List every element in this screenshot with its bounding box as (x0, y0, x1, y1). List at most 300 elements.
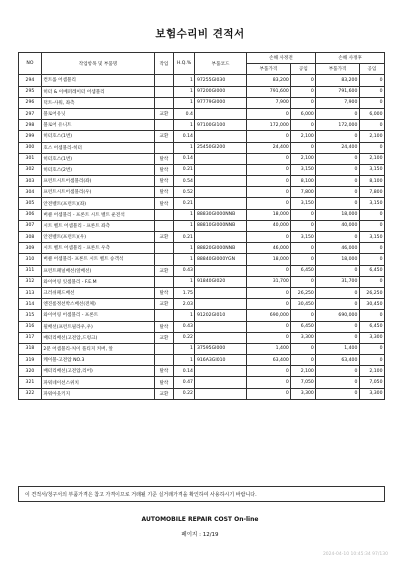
row-hqty: 1 (173, 276, 195, 287)
row-work-type: 탈착 (155, 153, 174, 164)
row-item-name: 버클 어셈블리 - 프론트 시트 벨트 운전석 (41, 209, 154, 220)
row-work-type: 교환 (155, 332, 174, 343)
table-row (19, 388, 385, 399)
row-after-labor: 0 (359, 142, 384, 153)
row-after-part-price: 0 (316, 265, 360, 276)
row-no: 304 (19, 187, 42, 198)
row-work-type (155, 86, 174, 97)
row-after-part-price: 46,000 (316, 243, 360, 254)
table-row (19, 142, 385, 153)
row-after-labor: 0 (359, 355, 384, 366)
row-before-part-price: 0 (246, 366, 291, 377)
row-item-name: 안전벨트(프런트)(우) (41, 232, 154, 243)
row-item-name: 시트 벨트 어셈블리 - 프론트 우측 (41, 243, 154, 254)
row-item-name: 컨트롤 어셈블리 (41, 75, 154, 86)
row-item-name: 블로어유닛 (41, 108, 154, 119)
row-item-name: 호스 어셈블리-히터 (41, 142, 154, 153)
row-no: 303 (19, 176, 42, 187)
row-work-type: 탈착 (155, 198, 174, 209)
row-before-labor: 26,250 (291, 287, 316, 298)
row-after-labor: 3,300 (359, 332, 384, 343)
row-before-labor: 6,000 (291, 108, 316, 119)
row-part-code: 91840GI020 (195, 276, 246, 287)
table-row (19, 310, 385, 321)
row-part-code: 25450GI200 (195, 142, 246, 153)
row-before-part-price: 0 (246, 108, 291, 119)
row-part-code (195, 198, 246, 209)
row-before-part-price: 0 (246, 131, 291, 142)
row-item-name: 케이블-고전압 NO.3 (41, 355, 154, 366)
row-before-part-price: 0 (246, 265, 291, 276)
row-before-part-price: 0 (246, 232, 291, 243)
row-no: 315 (19, 310, 42, 321)
row-work-type (155, 355, 174, 366)
row-no: 310 (19, 254, 42, 265)
row-after-part-price: 0 (316, 299, 360, 310)
row-no: 305 (19, 198, 42, 209)
row-no: 309 (19, 243, 42, 254)
row-before-labor: 7,800 (291, 187, 316, 198)
row-after-labor: 0 (359, 75, 384, 86)
row-no: 307 (19, 220, 42, 231)
row-part-code (195, 232, 246, 243)
row-hqty: 0.21 (173, 198, 195, 209)
row-work-type (155, 243, 174, 254)
row-part-code (195, 265, 246, 276)
row-work-type: 교환 (155, 131, 174, 142)
row-part-code (195, 287, 246, 298)
row-hqty: 0.22 (173, 388, 195, 399)
row-no: 319 (19, 355, 42, 366)
row-part-code (195, 388, 246, 399)
row-before-labor: 0 (291, 254, 316, 265)
row-part-code (195, 366, 246, 377)
row-before-labor: 0 (291, 142, 316, 153)
row-before-labor: 2,100 (291, 131, 316, 142)
row-work-type: 교환 (155, 299, 174, 310)
row-after-labor: 0 (359, 243, 384, 254)
row-work-type (155, 97, 174, 108)
table-row (19, 321, 385, 332)
row-after-part-price: 0 (316, 108, 360, 119)
row-no: 316 (19, 321, 42, 332)
row-after-part-price: 18,000 (316, 254, 360, 265)
row-hqty: 1 (173, 220, 195, 231)
row-before-labor: 0 (291, 75, 316, 86)
row-part-code (195, 299, 246, 310)
row-after-part-price: 791,600 (316, 86, 360, 97)
row-before-part-price: 0 (246, 198, 291, 209)
row-no: 306 (19, 209, 42, 220)
row-hqty: 1 (173, 142, 195, 153)
col-work: 작업 (155, 53, 174, 75)
row-work-type: 탈착 (155, 287, 174, 298)
row-after-labor: 8,100 (359, 176, 384, 187)
row-part-code: 916A3GI010 (195, 355, 246, 366)
row-work-type (155, 120, 174, 131)
row-part-code: 97200GI000 (195, 86, 246, 97)
row-work-type: 탈착 (155, 377, 174, 388)
row-after-labor: 0 (359, 220, 384, 231)
row-item-name: 배터리배선(고전압,드렁크) (41, 332, 154, 343)
row-before-labor: 0 (291, 355, 316, 366)
row-no: 313 (19, 287, 42, 298)
row-hqty: 0.14 (173, 131, 195, 142)
row-work-type: 탈착 (155, 164, 174, 175)
row-no: 322 (19, 388, 42, 399)
row-item-name: 블로어 유니트 (41, 120, 154, 131)
row-before-labor: 3,300 (291, 388, 316, 399)
row-hqty: 1 (173, 343, 195, 354)
row-hqty: 1 (173, 97, 195, 108)
row-after-labor: 3,150 (359, 198, 384, 209)
row-after-part-price: 0 (316, 287, 360, 298)
row-before-labor: 0 (291, 209, 316, 220)
row-after-labor: 0 (359, 209, 384, 220)
row-item-name: 안전벨트(프런트)(좌) (41, 198, 154, 209)
table-row (19, 97, 385, 108)
row-part-code (195, 131, 246, 142)
row-hqty: 1 (173, 355, 195, 366)
row-after-part-price: 63,400 (316, 355, 360, 366)
row-hqty: 0.43 (173, 265, 195, 276)
row-hqty: 0.21 (173, 164, 195, 175)
row-after-labor: 6,000 (359, 108, 384, 119)
row-hqty: 0.14 (173, 153, 195, 164)
col-before-part: 부품가격 (246, 64, 291, 75)
row-part-code (195, 321, 246, 332)
row-no: 300 (19, 142, 42, 153)
row-no: 317 (19, 332, 42, 343)
table-row (19, 220, 385, 231)
col-hqty: H.Q.% (173, 53, 195, 75)
table-row (19, 131, 385, 142)
table-row (19, 153, 385, 164)
row-no: 312 (19, 276, 42, 287)
page-number: 페이지 : 12/19 (181, 532, 219, 538)
row-before-part-price: 0 (246, 388, 291, 399)
row-before-part-price: 0 (246, 287, 291, 298)
row-before-part-price: 24,400 (246, 142, 291, 153)
row-item-name: 배터리배선(고전압,리어) (41, 366, 154, 377)
row-no: 321 (19, 377, 42, 388)
price-note: 이 견적서/청구서의 부품가격은 참고 가격이므로 거래될 기준 실거래가격을 확인하여 사용하시기 바랍니다. (18, 486, 385, 502)
row-no: 298 (19, 120, 42, 131)
row-after-labor: 7,800 (359, 187, 384, 198)
row-before-part-price: 31,700 (246, 276, 291, 287)
row-work-type: 탈착 (155, 366, 174, 377)
row-part-code: 88810GI000NNB (195, 220, 246, 231)
row-work-type (155, 209, 174, 220)
row-no: 311 (19, 265, 42, 276)
row-work-type (155, 142, 174, 153)
row-hqty: 1 (173, 243, 195, 254)
table-row (19, 198, 385, 209)
row-after-part-price: 40,000 (316, 220, 360, 231)
row-part-code (195, 377, 246, 388)
table-row (19, 276, 385, 287)
col-before-labor: 공임 (291, 64, 316, 75)
row-item-name: 히터 & 이베퍼레이터 어셈블리 (41, 86, 154, 97)
header-row-1 (19, 53, 385, 64)
row-after-part-price: 0 (316, 332, 360, 343)
row-hqty: 0.21 (173, 232, 195, 243)
row-work-type: 교환 (155, 265, 174, 276)
row-after-part-price: 0 (316, 366, 360, 377)
row-after-part-price: 83,200 (316, 75, 360, 86)
row-part-code: 91202GI010 (195, 310, 246, 321)
row-item-name: 버클 어셈블리- 프론트 시트 벨트 승객석 (41, 254, 154, 265)
row-hqty: 1 (173, 254, 195, 265)
table-row (19, 209, 385, 220)
row-after-labor: 3,150 (359, 232, 384, 243)
table-row (19, 187, 385, 198)
row-hqty: 0.43 (173, 321, 195, 332)
row-item-name: 히터호스(1번) (41, 131, 154, 142)
row-hqty: 0.54 (173, 176, 195, 187)
row-after-part-price: 690,000 (316, 310, 360, 321)
row-part-code: 88820GI000NNB (195, 243, 246, 254)
col-code: 부품코드 (195, 53, 246, 75)
row-before-labor: 3,300 (291, 332, 316, 343)
row-work-type: 탈착 (155, 176, 174, 187)
col-no: NO (19, 53, 42, 75)
estimate-rows (19, 75, 385, 399)
row-work-type: 교환 (155, 232, 174, 243)
row-part-code (195, 108, 246, 119)
row-work-type (155, 276, 174, 287)
row-no: 299 (19, 131, 42, 142)
row-before-part-price: 791,600 (246, 86, 291, 97)
row-before-labor: 30,450 (291, 299, 316, 310)
row-before-labor: 2,100 (291, 366, 316, 377)
row-item-name: 히터호스(1번) (41, 153, 154, 164)
row-after-labor: 0 (359, 343, 384, 354)
row-no: 295 (19, 86, 42, 97)
row-after-part-price: 31,700 (316, 276, 360, 287)
row-no: 320 (19, 366, 42, 377)
table-row (19, 86, 385, 97)
row-after-part-price: 0 (316, 198, 360, 209)
row-before-labor: 3,150 (291, 198, 316, 209)
row-after-labor: 2,100 (359, 366, 384, 377)
row-part-code: 97255GI030 (195, 75, 246, 86)
table-row (19, 108, 385, 119)
row-before-part-price: 0 (246, 332, 291, 343)
print-timestamp: 2024-04-10 10:45:34 97/130 (322, 552, 388, 557)
row-item-name: 2분 어셈블리-처이 플티지 커버, 앞 (41, 343, 154, 354)
row-after-labor: 0 (359, 310, 384, 321)
row-after-part-price: 0 (316, 176, 360, 187)
row-after-part-price: 0 (316, 377, 360, 388)
row-item-name: 시트 벨트 어셈블리 - 프론트 좌측 (41, 220, 154, 231)
row-hqty: 1 (173, 209, 195, 220)
row-before-part-price: 172,000 (246, 120, 291, 131)
row-after-part-price: 18,000 (316, 209, 360, 220)
row-after-labor: 3,300 (359, 388, 384, 399)
col-after-part: 부품가격 (316, 64, 360, 75)
row-before-part-price: 7,900 (246, 97, 291, 108)
row-part-code (195, 153, 246, 164)
row-work-type: 교환 (155, 388, 174, 399)
row-after-labor: 2,100 (359, 131, 384, 142)
row-no: 297 (19, 108, 42, 119)
row-after-part-price: 0 (316, 187, 360, 198)
row-after-labor: 6,450 (359, 321, 384, 332)
table-row (19, 120, 385, 131)
row-after-part-price: 0 (316, 321, 360, 332)
row-after-part-price: 1,400 (316, 343, 360, 354)
row-before-labor: 3,150 (291, 232, 316, 243)
row-before-labor: 0 (291, 343, 316, 354)
row-before-labor: 0 (291, 97, 316, 108)
document-title: 보험수리비 견적서 (155, 28, 245, 40)
row-before-part-price: 46,000 (246, 243, 291, 254)
row-after-part-price: 7,900 (316, 97, 360, 108)
row-before-labor: 0 (291, 310, 316, 321)
col-item: 작업항목 및 부품명 (41, 53, 154, 75)
row-no: 294 (19, 75, 42, 86)
row-part-code: 37595GI000 (195, 343, 246, 354)
table-row (19, 75, 385, 86)
row-hqty: 1 (173, 75, 195, 86)
table-row (19, 176, 385, 187)
row-item-name: 엔진룸정션박스배선(전체) (41, 299, 154, 310)
col-group-before: 손해 사정전 (246, 53, 316, 64)
row-after-part-price: 24,400 (316, 142, 360, 153)
row-after-labor: 3,150 (359, 164, 384, 175)
row-item-name: 파워아웃키지 (41, 388, 154, 399)
row-hqty: 0.52 (173, 187, 195, 198)
row-after-labor: 30,450 (359, 299, 384, 310)
table-row (19, 254, 385, 265)
row-work-type (155, 254, 174, 265)
table-row (19, 232, 385, 243)
row-before-part-price: 18,000 (246, 254, 291, 265)
row-before-part-price: 0 (246, 164, 291, 175)
row-after-labor: 0 (359, 120, 384, 131)
row-after-labor: 0 (359, 276, 384, 287)
row-part-code (195, 187, 246, 198)
table-row (19, 243, 385, 254)
row-after-labor: 26,250 (359, 287, 384, 298)
row-before-part-price: 83,200 (246, 75, 291, 86)
row-before-part-price: 0 (246, 321, 291, 332)
row-work-type (155, 220, 174, 231)
row-before-part-price: 1,400 (246, 343, 291, 354)
row-no: 308 (19, 232, 42, 243)
row-before-labor: 6,450 (291, 265, 316, 276)
table-row (19, 164, 385, 175)
row-item-name: 파워네이션스위치 (41, 377, 154, 388)
row-after-labor: 0 (359, 97, 384, 108)
table-row (19, 355, 385, 366)
row-before-labor: 2,100 (291, 153, 316, 164)
estimate-table (18, 52, 385, 400)
row-part-code (195, 332, 246, 343)
row-hqty: 2.03 (173, 299, 195, 310)
row-after-part-price: 0 (316, 153, 360, 164)
row-before-labor: 8,100 (291, 176, 316, 187)
row-before-part-price: 0 (246, 176, 291, 187)
row-no: 301 (19, 153, 42, 164)
row-no: 314 (19, 299, 42, 310)
row-item-name: 프런트시트어셈블리(좌) (41, 176, 154, 187)
row-hqty: 1 (173, 86, 195, 97)
row-before-labor: 0 (291, 243, 316, 254)
row-hqty: 0.14 (173, 366, 195, 377)
col-after-labor: 공임 (359, 64, 384, 75)
row-before-part-price: 690,000 (246, 310, 291, 321)
footer-title: AUTOMOBILE REPAIR COST On-line (141, 516, 259, 523)
row-part-code (195, 164, 246, 175)
row-after-part-price: 172,000 (316, 120, 360, 131)
row-no: 296 (19, 97, 42, 108)
row-before-part-price: 0 (246, 187, 291, 198)
row-part-code: 88830GI000NNB (195, 209, 246, 220)
row-before-part-price: 40,000 (246, 220, 291, 231)
row-after-labor: 6,450 (359, 265, 384, 276)
row-before-part-price: 63,400 (246, 355, 291, 366)
row-work-type (155, 75, 174, 86)
row-before-labor: 6,450 (291, 321, 316, 332)
row-after-labor: 2,100 (359, 153, 384, 164)
row-no: 318 (19, 343, 42, 354)
row-before-labor: 3,150 (291, 164, 316, 175)
row-hqty: 0.47 (173, 377, 195, 388)
row-work-type (155, 310, 174, 321)
table-row (19, 343, 385, 354)
row-after-part-price: 0 (316, 232, 360, 243)
row-after-part-price: 0 (316, 388, 360, 399)
row-work-type: 탈착 (155, 321, 174, 332)
row-work-type (155, 343, 174, 354)
row-hqty: 1 (173, 120, 195, 131)
table-row (19, 287, 385, 298)
row-part-code: 97779GI000 (195, 97, 246, 108)
row-before-labor: 0 (291, 86, 316, 97)
row-after-labor: 0 (359, 86, 384, 97)
row-work-type: 교환 (155, 108, 174, 119)
row-before-part-price: 0 (246, 299, 291, 310)
row-item-name: 프런트패널배선(앞배선) (41, 265, 154, 276)
row-before-labor: 0 (291, 220, 316, 231)
row-item-name: 덕트-사워, 좌측 (41, 97, 154, 108)
row-work-type: 탈착 (155, 187, 174, 198)
row-item-name: 히터호스(2번) (41, 164, 154, 175)
table-row (19, 377, 385, 388)
row-part-code: 97100GI100 (195, 120, 246, 131)
row-no: 302 (19, 164, 42, 175)
row-before-part-price: 0 (246, 377, 291, 388)
row-item-name: 크러쉬패드배선 (41, 287, 154, 298)
row-hqty: 1 (173, 310, 195, 321)
row-after-labor: 0 (359, 254, 384, 265)
row-hqty: 0.4 (173, 108, 195, 119)
row-part-code: 88840GI000YGN (195, 254, 246, 265)
table-row (19, 265, 385, 276)
row-part-code (195, 176, 246, 187)
table-row (19, 299, 385, 310)
row-item-name: 프런트시트어셈블리(우) (41, 187, 154, 198)
row-hqty: 1.75 (173, 287, 195, 298)
row-before-labor: 7,050 (291, 377, 316, 388)
row-before-part-price: 0 (246, 153, 291, 164)
row-before-labor: 0 (291, 276, 316, 287)
row-after-part-price: 0 (316, 164, 360, 175)
row-after-labor: 7,050 (359, 377, 384, 388)
row-item-name: 될배선(프런트필라우,우) (41, 321, 154, 332)
